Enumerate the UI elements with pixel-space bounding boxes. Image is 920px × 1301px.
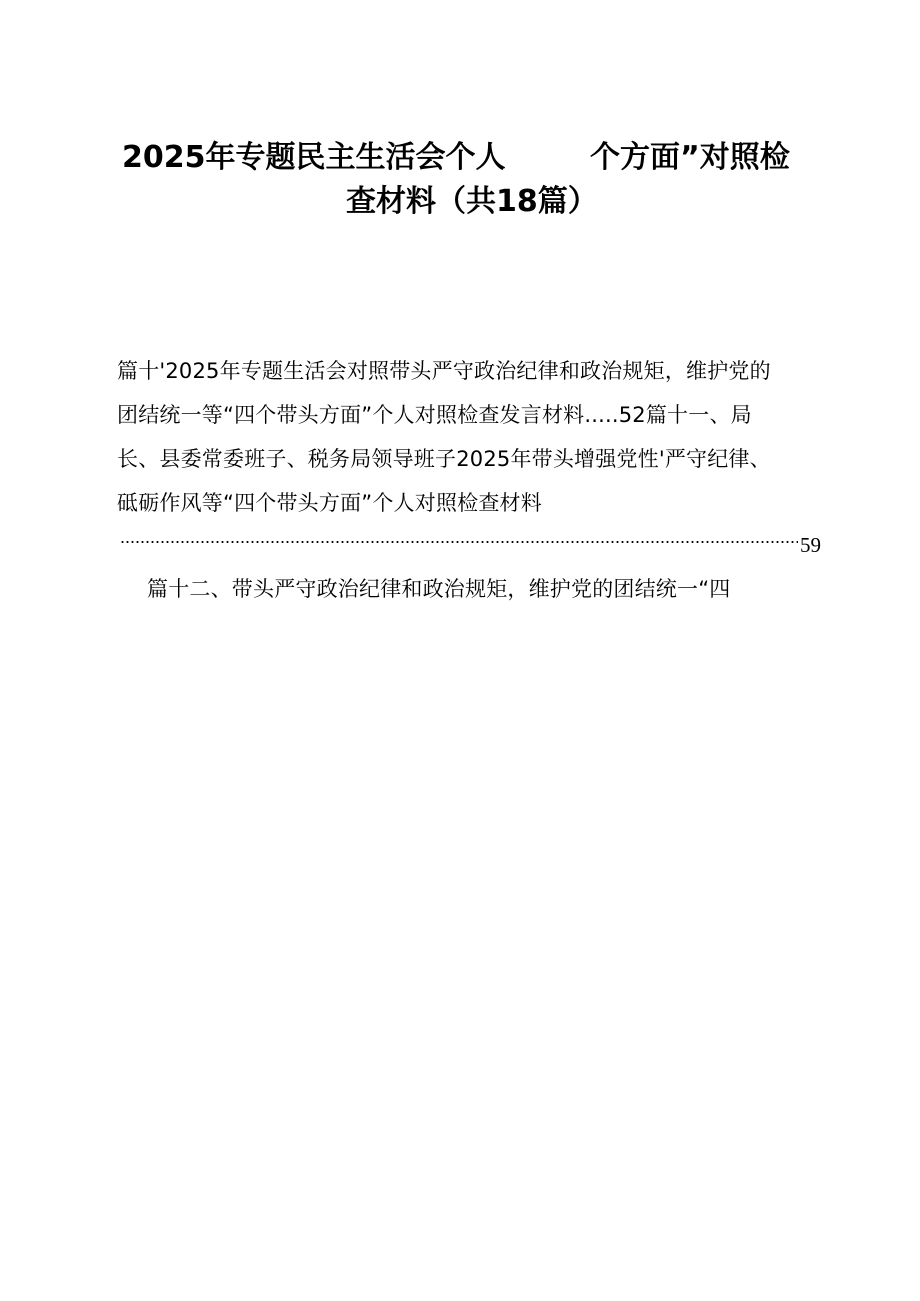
title-line-1-part-2: 个方面”对照检	[590, 140, 790, 175]
toc-line: 篇十二、带头严守政治纪律和政治规矩，维护党的团结统一“四	[147, 577, 731, 601]
toc-line: 篇十'2025年专题生活会对照带头严守政治纪律和政治规矩，维护党的	[117, 359, 771, 383]
toc-line: 团结统一等“四个带头方面”个人对照检查发言材料.....52篇十一、局	[117, 403, 752, 427]
toc-line: 长、县委常委班子、税务局领导班子2025年带头增强党性'严守纪律、	[117, 447, 771, 471]
toc-line: 砥砺作风等“四个带头方面”个人对照检查材料	[117, 491, 542, 515]
toc-dot-leader	[120, 540, 798, 544]
title-line-1-part-1: 2025年专题民主生活会个人	[122, 140, 506, 175]
toc-page-number: 59	[800, 533, 821, 557]
title-line-2: 查材料（共18篇）	[346, 184, 598, 219]
